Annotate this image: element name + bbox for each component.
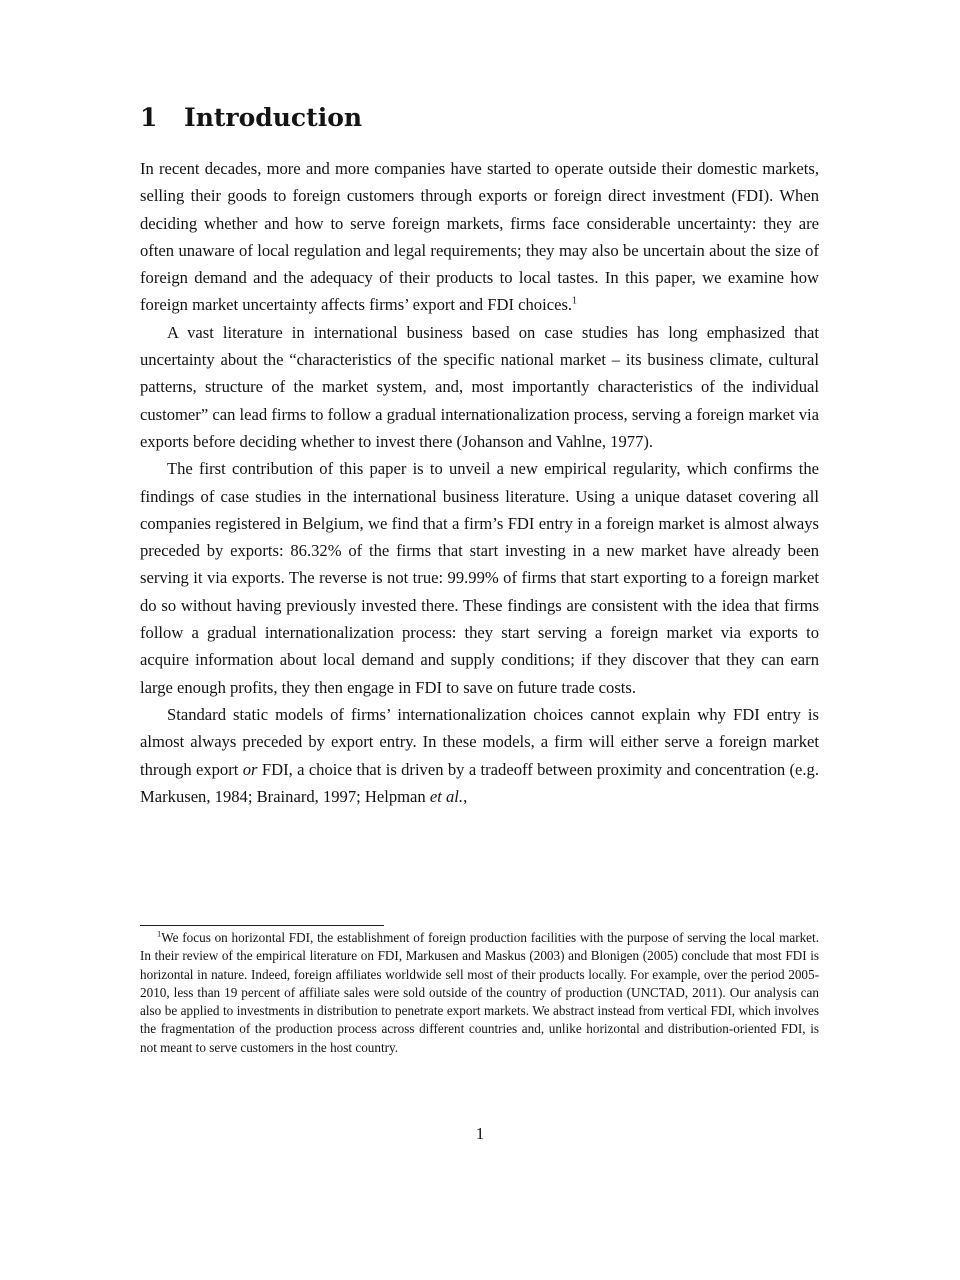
paragraph-4 xyxy=(140,701,819,810)
page-number: 1 xyxy=(475,1124,485,1143)
paragraph-4-emphasis-or: or xyxy=(242,759,258,779)
footnote-1 xyxy=(140,929,819,1057)
paragraph-4-text-a: Standard static models of firms’ internationalization choices cannot explain why FDI entry is almost always preceded by export entry. In these models, a firm will either serve a foreign market through export xyxy=(140,704,819,779)
footnote-marker: 1 xyxy=(157,928,162,939)
section-number: 1 xyxy=(140,103,158,132)
footnote-separator xyxy=(140,925,384,926)
body-text xyxy=(140,155,819,810)
paragraph-3-text: The first contribution of this paper is to unveil a new empirical regularity, which confirms the findings of case studies in the international business literature. Using a unique dataset covering all companies registered in Belgium, we find that a firm’s FDI entry in a foreign market is almost always preceded by exports: 86.32% of the firms that start investing in a new market have already been serving it via exports. The reverse is not true: 99.99% of firms that start exporting to a foreign market do so without having previously invested there. These findings are consistent with the idea that firms follow a gradual internationalization process: they start serving a foreign market via exports to acquire information about local demand and supply conditions; if they discover that they can earn large enough profits, they then engage in FDI to save on future trade costs. xyxy=(140,459,819,697)
paragraph-1 xyxy=(140,155,819,319)
paragraph-2 xyxy=(140,319,819,455)
footnote-reference[interactable]: 1 xyxy=(572,295,578,307)
paragraph-2-text: A vast literature in international business based on case studies has long emphasized that uncertainty about the “characteristics of the specific national market – its business climate, cultural patterns, structure of the market system, and, most importantly characteristics of the individual customer” can lead firms to follow a gradual internationalization process, serving a foreign market via exports before deciding whether to invest there (Johanson and Vahlne, 1977). xyxy=(140,322,819,451)
footnote-text: We focus on horizontal FDI, the establishment of foreign production facilities with the purpose of serving the local market. In their review of the empirical literature on FDI, Markusen and Maskus (2003) and Blonigen (2005) conclude that most FDI is horizontal in nature. Indeed, foreign affiliates worldwide sell most of their products locally. For example, over the period 2005-2010, less than 19 percent of affiliate sales were sold outside of the country of production (UNCTAD, 2011). Our analysis can also be applied to investments in distribution to penetrate export markets. We abstract instead from vertical FDI, which involves the fragmentation of the production process across different countries and, unlike horizontal and distribution-oriented FDI, is not meant to serve customers in the host country. xyxy=(140,930,819,1055)
section-title: Introduction xyxy=(184,103,363,132)
paragraph-1-text: In recent decades, more and more companies have started to operate outside their domestic markets, selling their goods to foreign customers through exports or foreign direct investment (FDI). When deciding whether and how to serve foreign markets, firms face considerable uncertainty: they are often unaware of local regulation and legal requirements; they may also be uncertain about the size of foreign demand and the adequacy of their products to local tastes. In this paper, we examine how foreign market uncertainty affects firms’ export and FDI choices. xyxy=(140,159,819,315)
paragraph-4-text-c: , xyxy=(463,786,468,806)
paragraph-4-text-b: FDI, a choice that is driven by a tradeoff between proximity and concentration (e.g. Markusen, 1984; Brainard, 1997; Helpman xyxy=(140,759,820,806)
section-heading xyxy=(140,100,362,136)
paragraph-4-emphasis-et-al: et al. xyxy=(429,786,464,806)
paragraph-3 xyxy=(140,455,819,701)
